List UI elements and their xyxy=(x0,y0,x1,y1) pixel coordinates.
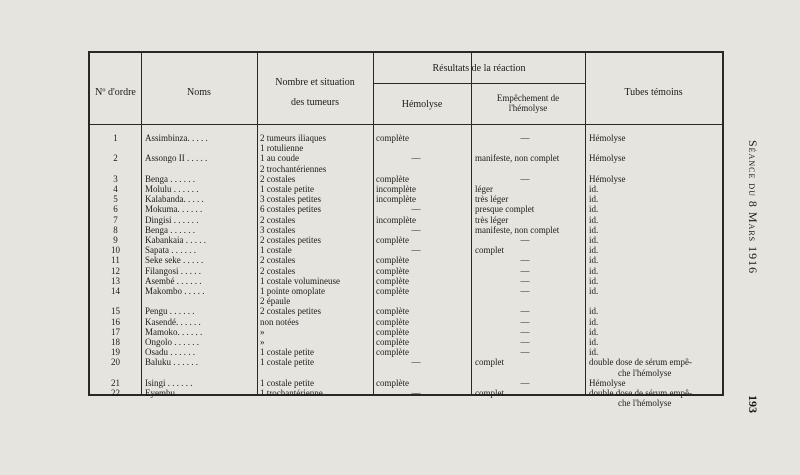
row-tumeurs: 1 trochantérienne xyxy=(260,388,323,398)
row-hemolyse: complète xyxy=(376,306,409,317)
page-number: 193 xyxy=(746,395,760,413)
running-title: Séance du 8 Mars 1916 xyxy=(746,140,760,275)
row-name: Assimbinza. . . . . xyxy=(145,133,208,143)
row-hemolyse: — xyxy=(411,357,421,368)
row-name: Osadu . . . . . . xyxy=(145,347,195,358)
row-hemolyse: — xyxy=(411,204,421,215)
row-number: 10 xyxy=(111,245,120,256)
row-tubes: id. xyxy=(589,184,599,194)
row-hemolyse: complète xyxy=(376,377,409,388)
row-tubes: double dose de sérum empê- xyxy=(589,357,692,368)
header-resultats: Résultats de la réaction xyxy=(432,63,526,74)
row-hemolyse: complète xyxy=(376,347,409,358)
header-noms: Noms xyxy=(187,87,211,98)
row-empechement: léger xyxy=(475,184,493,194)
row-tumeurs: 2 costales petites xyxy=(260,235,321,245)
row-name: Assongo II . . . . . xyxy=(145,153,208,164)
row-hemolyse: — xyxy=(411,153,421,164)
row-hemolyse: — xyxy=(411,224,421,235)
row-tumeurs: 1 costale volumineuse xyxy=(260,275,340,286)
row-tubes: double dose de sérum empê- xyxy=(589,388,692,398)
row-number: 22 xyxy=(111,388,120,398)
row-name: Ongolo . . . . . . xyxy=(145,337,199,347)
row-hemolyse: complète xyxy=(376,173,409,184)
row-number: 16 xyxy=(111,316,120,327)
header-tumeurs-line1: Nombre et situation xyxy=(275,77,355,88)
row-name: Dingisi . . . . . . xyxy=(145,214,199,225)
row-tubes: Hémolyse xyxy=(589,153,626,164)
row-hemolyse: incomplète xyxy=(376,214,416,225)
row-number: 9 xyxy=(113,235,118,245)
row-number: 6 xyxy=(113,204,118,215)
row-tubes: id. xyxy=(589,245,599,256)
row-tubes: id. xyxy=(589,214,599,225)
row-empechement: — xyxy=(520,173,530,184)
row-tubes: id. xyxy=(589,204,599,215)
row-number: 20 xyxy=(111,357,120,368)
row-tumeurs: 1 costale petite xyxy=(260,184,314,194)
row-tumeurs: 3 costales xyxy=(260,224,296,235)
row-number: 19 xyxy=(111,347,120,358)
row-name: Isingi . . . . . . xyxy=(145,377,193,388)
row-tubes: id. xyxy=(589,194,599,205)
header-tubes: Tubes témoins xyxy=(624,87,683,98)
row-empechement: — xyxy=(520,316,530,327)
subheader-rule xyxy=(373,83,585,84)
row-empechement: — xyxy=(520,286,530,296)
row-hemolyse: incomplète xyxy=(376,184,416,194)
row-empechement: — xyxy=(520,337,530,347)
row-name: Kasendé. . . . . . xyxy=(145,316,201,327)
row-number: 2 xyxy=(113,153,118,164)
row-empechement: manifeste, non complet xyxy=(475,224,560,235)
row-empechement: complet xyxy=(475,245,504,256)
results-table xyxy=(88,51,724,409)
row-name: Mokuma. . . . . . xyxy=(145,204,203,215)
row-tubes: id. xyxy=(589,326,599,337)
col-divider xyxy=(141,53,142,394)
row-name: Filangosi . . . . . xyxy=(145,265,202,276)
row-tubes: id. xyxy=(589,265,599,276)
row-tubes: id. xyxy=(589,306,599,317)
row-number: 14 xyxy=(111,286,120,296)
row-name: Eyembu. . . . . . xyxy=(145,388,200,398)
row-tubes: id. xyxy=(589,347,599,358)
row-hemolyse: complète xyxy=(376,286,409,296)
row-tubes: id. xyxy=(589,337,599,347)
row-number: 15 xyxy=(111,306,120,317)
header-hemolyse: Hémolyse xyxy=(401,99,443,110)
row-name: Benga . . . . . . xyxy=(145,173,195,184)
row-hemolyse: complète xyxy=(376,255,409,266)
row-tubes: id. xyxy=(589,316,599,327)
row-tumeurs: » xyxy=(260,326,265,337)
row-name: Seke seke . . . . . xyxy=(145,255,204,266)
row-tumeurs: 3 costales petites xyxy=(260,194,321,205)
row-number: 11 xyxy=(111,255,120,266)
row-number: 8 xyxy=(113,224,118,235)
header-empechement-line2: l'hémolyse xyxy=(508,103,548,113)
row-empechement: complet xyxy=(475,388,504,398)
row-empechement: — xyxy=(520,255,530,266)
row-name: Benga . . . . . . xyxy=(145,224,195,235)
row-tumeurs: 2 tumeurs iliaques xyxy=(260,133,326,143)
row-tumeurs: 2 trochantériennes xyxy=(260,163,327,174)
row-number: 7 xyxy=(113,214,118,225)
header-tumeurs-line2: des tumeurs xyxy=(290,97,340,108)
row-hemolyse: complète xyxy=(376,316,409,327)
row-tumeurs: 1 costale petite xyxy=(260,347,314,358)
row-number: 12 xyxy=(111,265,120,276)
row-tumeurs: 1 costale xyxy=(260,245,292,256)
row-hemolyse: — xyxy=(411,245,421,256)
row-tumeurs: 2 costales xyxy=(260,255,296,266)
row-name: Molulu . . . . . . xyxy=(145,184,199,194)
row-tumeurs: 1 rotulienne xyxy=(260,143,304,154)
row-tumeurs: 2 costales xyxy=(260,173,296,184)
row-tubes: Hémolyse xyxy=(589,173,626,184)
row-name: Kalabanda. . . . . xyxy=(145,194,204,205)
row-tumeurs: 6 costales petites xyxy=(260,204,321,215)
row-number: 4 xyxy=(113,184,118,194)
row-number: 17 xyxy=(111,326,120,337)
row-tumeurs: 2 costales xyxy=(260,214,296,225)
row-number: 1 xyxy=(113,133,118,143)
row-tubes: id. xyxy=(589,235,599,245)
row-name: Asembé . . . . . . xyxy=(145,275,202,286)
row-name: Pengu . . . . . . xyxy=(145,306,195,317)
row-hemolyse: complète xyxy=(376,133,409,143)
row-tumeurs: 2 épaule xyxy=(260,296,291,307)
row-tubes: id. xyxy=(589,286,599,296)
row-empechement: très léger xyxy=(475,214,509,225)
row-empechement: complet xyxy=(475,357,504,368)
header-rule xyxy=(90,124,722,125)
row-tumeurs: 1 au coude xyxy=(260,153,299,164)
row-tumeurs: non notées xyxy=(260,316,299,327)
row-tubes: che l'hémolyse xyxy=(618,398,672,409)
row-tubes: che l'hémolyse xyxy=(618,367,672,378)
row-empechement: — xyxy=(520,235,530,245)
row-name: Kabankaia . . . . . xyxy=(145,235,206,245)
header-ordre: Nº d'ordre xyxy=(95,87,136,98)
row-empechement: presque complet xyxy=(475,204,535,215)
row-number: 18 xyxy=(111,337,120,347)
row-hemolyse: complète xyxy=(376,275,409,286)
row-hemolyse: complète xyxy=(376,337,409,347)
row-empechement: — xyxy=(520,265,530,276)
row-empechement: très léger xyxy=(475,194,509,205)
row-tubes: Hémolyse xyxy=(589,377,626,388)
row-tubes: Hémolyse xyxy=(589,133,626,143)
row-hemolyse: — xyxy=(411,388,421,398)
row-tubes: id. xyxy=(589,224,599,235)
row-empechement: — xyxy=(520,133,530,143)
row-tumeurs: » xyxy=(260,337,265,347)
row-number: 13 xyxy=(111,275,120,286)
row-empechement: — xyxy=(520,377,530,388)
row-empechement: — xyxy=(520,306,530,317)
row-empechement: — xyxy=(520,347,530,358)
row-number: 21 xyxy=(111,377,120,388)
row-number: 3 xyxy=(113,173,118,184)
row-tumeurs: 2 costales petites xyxy=(260,306,321,317)
row-tumeurs: 2 costales xyxy=(260,265,296,276)
row-tubes: id. xyxy=(589,275,599,286)
row-hemolyse: incomplète xyxy=(376,194,416,205)
row-hemolyse: complète xyxy=(376,326,409,337)
row-name: Mamoko. . . . . . xyxy=(145,326,203,337)
row-tumeurs: 1 costale petite xyxy=(260,357,314,368)
row-hemolyse: complète xyxy=(376,265,409,276)
header-empechement-line1: Empêchement de xyxy=(496,93,560,103)
row-tubes: id. xyxy=(589,255,599,266)
row-name: Baluku . . . . . . xyxy=(145,357,198,368)
row-number: 5 xyxy=(113,194,118,205)
row-empechement: — xyxy=(520,275,530,286)
row-hemolyse: complète xyxy=(376,235,409,245)
row-empechement: — xyxy=(520,326,530,337)
row-name: Sapata . . . . . . xyxy=(145,245,196,256)
col-divider xyxy=(585,53,586,394)
row-empechement: manifeste, non complet xyxy=(475,153,560,164)
row-tumeurs: 1 pointe omoplate xyxy=(260,286,325,296)
row-name: Makombo . . . . . xyxy=(145,286,205,296)
row-tumeurs: 1 costale petite xyxy=(260,377,314,388)
